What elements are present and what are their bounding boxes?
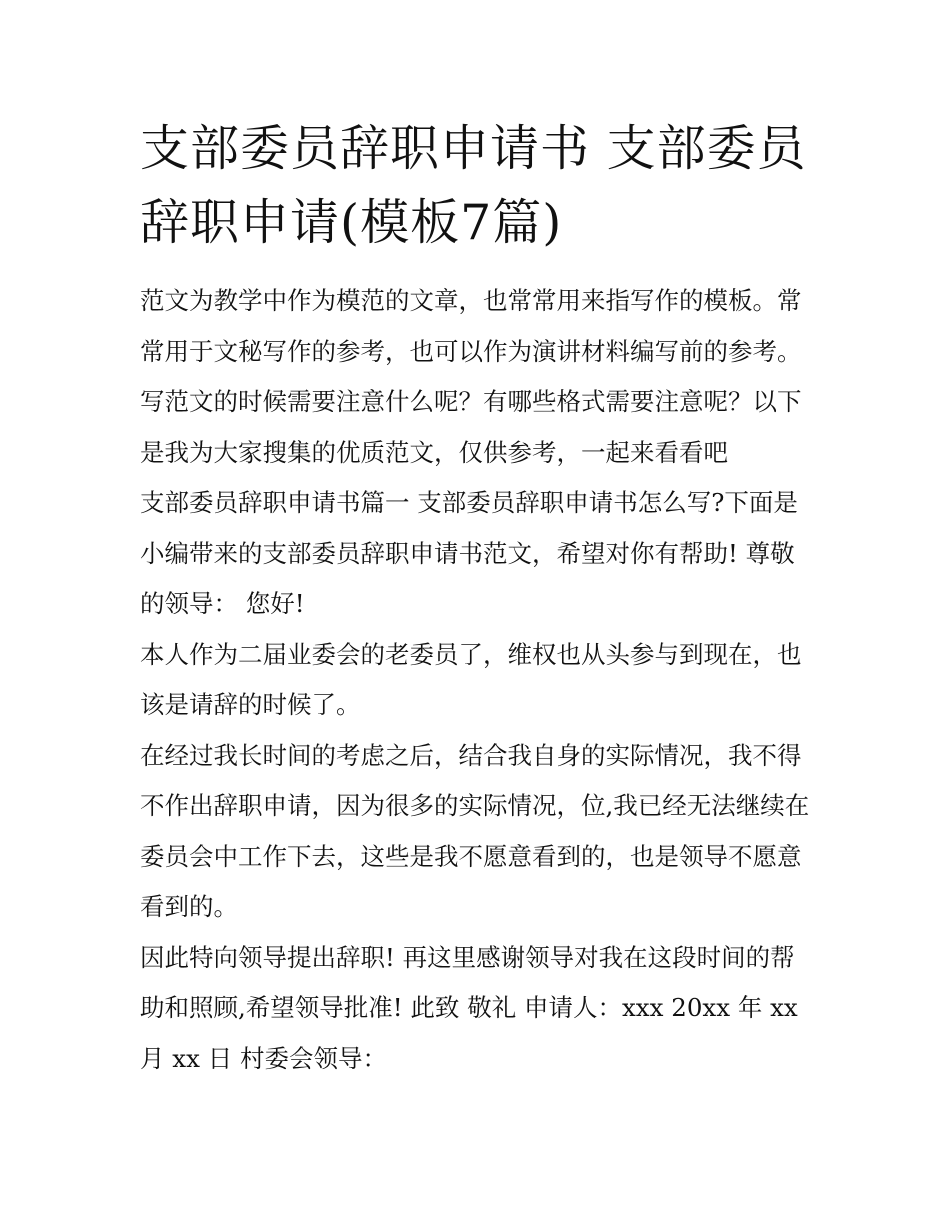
paragraph-resignation-reason: 本人作为二届业委会的老委员了，维权也从头参与到现在，也该是请辞的时候了。 xyxy=(140,639,802,719)
paragraph-intro: 范文为教学中作为模范的文章，也常常用来指写作的模板。常常用于文秘写作的参考，也可以作为演讲材料编写前的参考。写范文的时候需要注意什么呢？有哪些格式需要注意呢？以下是我为大家搜集的优质范文，仅供参考，一起来看看吧 xyxy=(140,286,802,467)
paragraph-closing: 因此特向领导提出辞职! 再这里感谢领导对我在这段时间的帮助和照顾,希望领导批准! 此致 敬礼 申请人：xxx 20xx 年 xx 月 xx 日 村委会领导： xyxy=(140,942,798,1073)
paragraph-part-one-heading: 支部委员辞职申请书篇一 支部委员辞职申请书怎么写?下面是小编带来的支部委员辞职申请书范文，希望对你有帮助! 尊敬的领导： 您好! xyxy=(140,488,798,618)
document-body xyxy=(140,276,816,1084)
document-title: 支部委员辞职申请书 支部委员辞职申请(模板7篇) xyxy=(140,120,807,251)
paragraph-consideration: 在经过我长时间的考虑之后，结合我自身的实际情况，我不得不作出辞职申请，因为很多的实际情况，位,我已经无法继续在委员会中工作下去，这些是我不愿意看到的，也是领导不愿意看到的。 xyxy=(140,740,810,921)
